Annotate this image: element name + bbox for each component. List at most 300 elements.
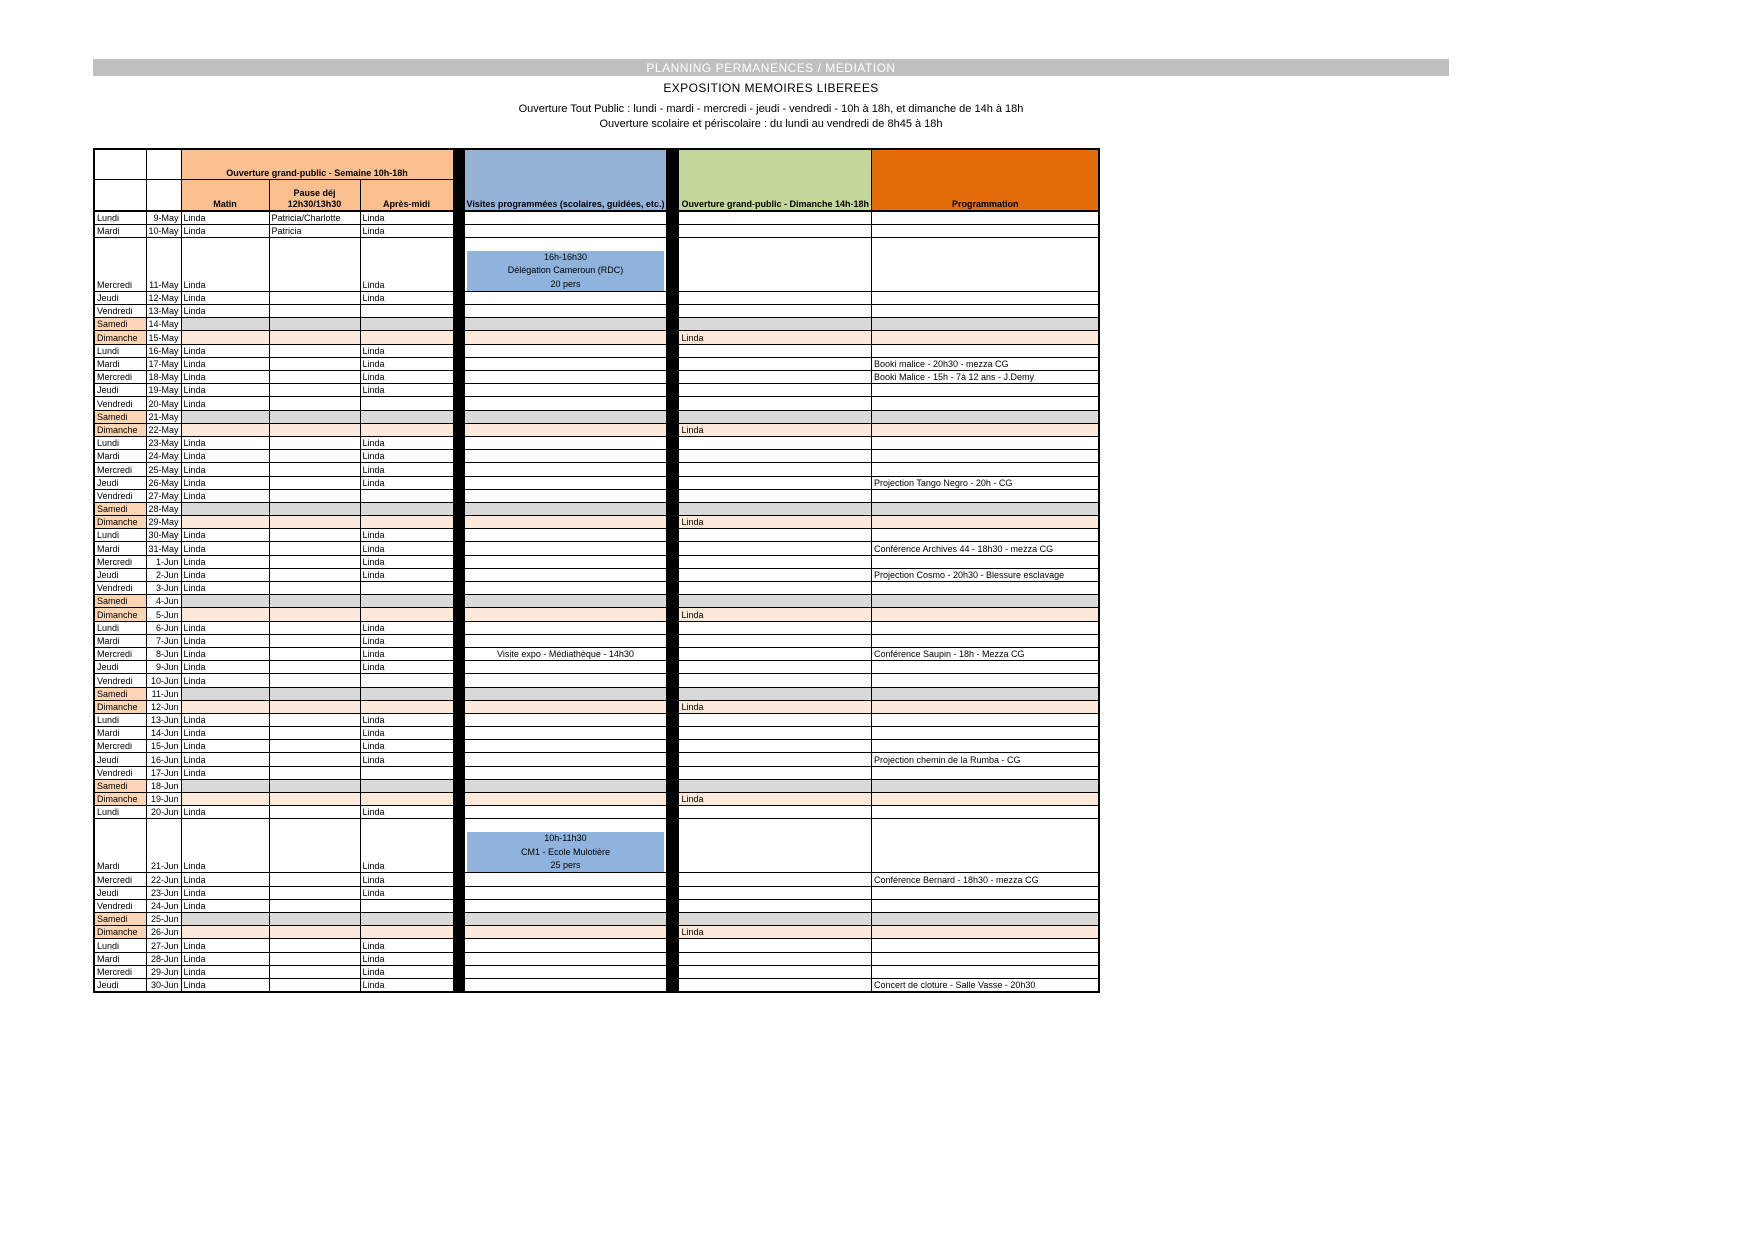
dimanche-cell <box>679 873 872 886</box>
apres-midi-cell <box>360 489 453 502</box>
programmation-cell <box>871 450 1099 463</box>
group-semaine-header: Ouverture grand-public - Semaine 10h-18h <box>181 149 453 179</box>
separator-cell <box>453 978 464 991</box>
day-cell: Mardi <box>94 450 146 463</box>
separator-cell <box>667 410 679 423</box>
separator-cell <box>453 766 464 779</box>
date-cell: 31-May <box>146 542 181 555</box>
separator-cell <box>453 436 464 449</box>
separator-cell <box>667 806 679 819</box>
dimanche-cell <box>679 371 872 384</box>
date-cell: 11-Jun <box>146 687 181 700</box>
pause-dej-cell <box>269 912 360 925</box>
visites-cell <box>464 886 667 899</box>
apres-midi-cell: Linda <box>360 819 453 873</box>
date-cell: 17-Jun <box>146 766 181 779</box>
apres-midi-cell: Linda <box>360 384 453 397</box>
matin-cell: Linda <box>181 397 269 410</box>
separator-cell <box>667 674 679 687</box>
dimanche-cell <box>679 779 872 792</box>
planning-row <box>94 542 1099 555</box>
pause-dej-cell <box>269 384 360 397</box>
planning-row <box>94 397 1099 410</box>
separator-cell <box>667 305 679 318</box>
separator-cell <box>667 766 679 779</box>
apres-midi-cell: Linda <box>360 661 453 674</box>
separator-cell <box>667 331 679 344</box>
apres-midi-cell: Linda <box>360 476 453 489</box>
visit-note-line: Délégation Cameroun (RDC) <box>507 265 624 276</box>
apres-midi-cell: Linda <box>360 463 453 476</box>
programmation-cell <box>871 952 1099 965</box>
dimanche-cell <box>679 397 872 410</box>
apres-midi-cell: Linda <box>360 965 453 978</box>
separator-cell <box>453 502 464 515</box>
dimanche-cell <box>679 727 872 740</box>
matin-cell: Linda <box>181 647 269 660</box>
matin-cell <box>181 423 269 436</box>
pause-dej-cell <box>269 952 360 965</box>
header-blank-day <box>94 179 146 211</box>
planning-row <box>94 740 1099 753</box>
dimanche-cell <box>679 595 872 608</box>
pause-dej-cell <box>269 450 360 463</box>
day-cell: Mardi <box>94 727 146 740</box>
planning-row <box>94 436 1099 449</box>
dimanche-cell <box>679 224 872 237</box>
apres-midi-cell: Linda <box>360 291 453 304</box>
separator-cell <box>453 886 464 899</box>
matin-cell: Linda <box>181 740 269 753</box>
day-cell: Samedi <box>94 595 146 608</box>
day-cell: Vendredi <box>94 899 146 912</box>
separator-cell <box>453 237 464 291</box>
dimanche-cell: Linda <box>679 423 872 436</box>
day-cell: Mercredi <box>94 647 146 660</box>
visites-cell <box>464 939 667 952</box>
planning-row <box>94 237 1099 291</box>
matin-cell: Linda <box>181 463 269 476</box>
programmation-cell <box>871 806 1099 819</box>
programmation-cell: Booki malice - 20h30 - mezza CG <box>871 357 1099 370</box>
separator-cell <box>453 965 464 978</box>
dimanche-cell <box>679 305 872 318</box>
day-cell: Lundi <box>94 211 146 224</box>
pause-dej-cell <box>269 568 360 581</box>
dimanche-cell <box>679 568 872 581</box>
pause-dej-cell <box>269 502 360 515</box>
matin-cell: Linda <box>181 568 269 581</box>
separator-cell <box>667 344 679 357</box>
planning-row <box>94 700 1099 713</box>
programmation-cell <box>871 939 1099 952</box>
date-cell: 24-May <box>146 450 181 463</box>
pause-dej-cell <box>269 779 360 792</box>
planning-row <box>94 529 1099 542</box>
visites-cell <box>464 727 667 740</box>
programmation-cell: Projection chemin de la Rumba - CG <box>871 753 1099 766</box>
planning-row <box>94 806 1099 819</box>
pause-dej-cell <box>269 687 360 700</box>
matin-cell: Linda <box>181 674 269 687</box>
date-cell: 18-May <box>146 371 181 384</box>
day-cell: Lundi <box>94 939 146 952</box>
pause-dej-cell <box>269 595 360 608</box>
separator-cell <box>453 211 464 224</box>
separator-cell <box>453 331 464 344</box>
pause-dej-cell <box>269 476 360 489</box>
date-cell: 9-Jun <box>146 661 181 674</box>
separator-cell <box>453 753 464 766</box>
visites-cell <box>464 423 667 436</box>
dimanche-cell <box>679 211 872 224</box>
matin-cell: Linda <box>181 371 269 384</box>
visites-cell <box>464 634 667 647</box>
separator-cell <box>667 912 679 925</box>
matin-cell: Linda <box>181 555 269 568</box>
separator-cell <box>453 713 464 726</box>
visites-cell <box>464 305 667 318</box>
opening-hours-scolaire: Ouverture scolaire et périscolaire : du lundi au vendredi de 8h45 à 18h <box>599 118 943 130</box>
apres-midi-cell: Linda <box>360 542 453 555</box>
apres-midi-cell: Linda <box>360 753 453 766</box>
apres-midi-cell: Linda <box>360 806 453 819</box>
date-cell: 1-Jun <box>146 555 181 568</box>
header-blank-date <box>146 179 181 211</box>
separator-cell <box>667 793 679 806</box>
programmation-cell <box>871 291 1099 304</box>
day-cell: Mercredi <box>94 237 146 291</box>
day-cell: Mercredi <box>94 463 146 476</box>
apres-midi-cell: Linda <box>360 978 453 991</box>
matin-cell: Linda <box>181 978 269 991</box>
programmation-cell <box>871 397 1099 410</box>
programmation-cell: Conférence Saupin - 18h - Mezza CG <box>871 647 1099 660</box>
date-cell: 14-May <box>146 318 181 331</box>
visites-cell <box>464 502 667 515</box>
pause-dej-cell <box>269 978 360 991</box>
apres-midi-cell: Linda <box>360 886 453 899</box>
dimanche-cell <box>679 819 872 873</box>
visites-cell <box>464 978 667 991</box>
dimanche-cell <box>679 912 872 925</box>
dimanche-cell <box>679 766 872 779</box>
matin-cell: Linda <box>181 952 269 965</box>
day-cell: Lundi <box>94 806 146 819</box>
date-cell: 22-May <box>146 423 181 436</box>
day-cell: Vendredi <box>94 766 146 779</box>
separator-cell <box>667 463 679 476</box>
programmation-cell <box>871 423 1099 436</box>
visites-cell <box>464 384 667 397</box>
apres-midi-cell <box>360 766 453 779</box>
programmation-cell <box>871 621 1099 634</box>
separator-cell <box>453 305 464 318</box>
apres-midi-cell: Linda <box>360 555 453 568</box>
pause-dej-cell <box>269 926 360 939</box>
separator-cell <box>453 806 464 819</box>
pause-dej-cell <box>269 397 360 410</box>
day-cell: Lundi <box>94 529 146 542</box>
programmation-cell <box>871 965 1099 978</box>
separator-cell <box>453 608 464 621</box>
apres-midi-cell: Linda <box>360 211 453 224</box>
visites-cell <box>464 926 667 939</box>
matin-cell: Linda <box>181 899 269 912</box>
date-cell: 2-Jun <box>146 568 181 581</box>
apres-midi-cell: Linda <box>360 740 453 753</box>
visites-cell <box>464 410 667 423</box>
day-cell: Dimanche <box>94 926 146 939</box>
programmation-cell <box>871 634 1099 647</box>
apres-midi-cell <box>360 502 453 515</box>
apres-midi-cell <box>360 410 453 423</box>
separator-cell <box>453 371 464 384</box>
separator-cell <box>667 899 679 912</box>
group-header-row <box>94 149 1099 179</box>
date-cell: 13-Jun <box>146 713 181 726</box>
pause-dej-cell: Patricia/Charlotte <box>269 211 360 224</box>
planning-row <box>94 793 1099 806</box>
dimanche-cell <box>679 965 872 978</box>
separator-cell <box>453 384 464 397</box>
planning-row <box>94 410 1099 423</box>
day-cell: Samedi <box>94 779 146 792</box>
programmation-cell <box>871 713 1099 726</box>
dimanche-cell <box>679 237 872 291</box>
separator-cell <box>667 608 679 621</box>
pause-dej-cell <box>269 489 360 502</box>
day-cell: Jeudi <box>94 661 146 674</box>
date-cell: 11-May <box>146 237 181 291</box>
separator-cell <box>453 357 464 370</box>
separator-cell <box>667 211 679 224</box>
pause-dej-cell <box>269 634 360 647</box>
programmation-cell <box>871 489 1099 502</box>
matin-cell: Linda <box>181 806 269 819</box>
separator-cell <box>453 463 464 476</box>
dimanche-cell <box>679 621 872 634</box>
planning-row <box>94 476 1099 489</box>
programmation-cell <box>871 727 1099 740</box>
planning-row <box>94 450 1099 463</box>
separator-cell <box>453 397 464 410</box>
pause-dej-cell <box>269 873 360 886</box>
day-cell: Vendredi <box>94 305 146 318</box>
planning-row <box>94 978 1099 991</box>
separator-cell <box>667 939 679 952</box>
separator-cell <box>667 687 679 700</box>
matin-cell: Linda <box>181 344 269 357</box>
visites-cell <box>464 806 667 819</box>
opening-hours-public: Ouverture Tout Public : lundi - mardi - mercredi - jeudi - vendredi - 10h à 18h, et dimanche de 14h à 18h <box>518 103 1024 115</box>
visites-cell <box>464 450 667 463</box>
programmation-cell <box>871 899 1099 912</box>
separator-cell <box>667 489 679 502</box>
apres-midi-cell <box>360 700 453 713</box>
separator-cell <box>667 595 679 608</box>
dimanche-cell <box>679 555 872 568</box>
day-cell: Mercredi <box>94 965 146 978</box>
dimanche-cell <box>679 291 872 304</box>
group-programmation-header <box>871 149 1099 211</box>
dimanche-cell <box>679 357 872 370</box>
separator-cell <box>453 926 464 939</box>
visites-cell <box>464 873 667 886</box>
pause-dej-cell <box>269 700 360 713</box>
programmation-cell <box>871 211 1099 224</box>
pause-dej-cell <box>269 318 360 331</box>
matin-cell <box>181 410 269 423</box>
separator-cell <box>667 516 679 529</box>
day-cell: Dimanche <box>94 793 146 806</box>
visit-highlight-box <box>467 832 665 872</box>
pause-dej-cell <box>269 331 360 344</box>
matin-cell: Linda <box>181 582 269 595</box>
day-cell: Dimanche <box>94 331 146 344</box>
separator-cell <box>667 423 679 436</box>
date-cell: 19-May <box>146 384 181 397</box>
separator-cell <box>667 224 679 237</box>
apres-midi-cell: Linda <box>360 621 453 634</box>
programmation-cell <box>871 436 1099 449</box>
visites-cell <box>464 344 667 357</box>
day-cell: Mercredi <box>94 371 146 384</box>
separator-cell <box>667 529 679 542</box>
date-cell: 22-Jun <box>146 873 181 886</box>
date-cell: 29-May <box>146 516 181 529</box>
dimanche-cell <box>679 952 872 965</box>
planning-row <box>94 899 1099 912</box>
apres-midi-cell <box>360 595 453 608</box>
planning-row <box>94 291 1099 304</box>
planning-row <box>94 211 1099 224</box>
pause-dej-cell <box>269 305 360 318</box>
dimanche-cell <box>679 463 872 476</box>
visites-cell <box>464 529 667 542</box>
dimanche-cell <box>679 450 872 463</box>
planning-row <box>94 766 1099 779</box>
header-blank-date <box>146 149 181 179</box>
programmation-cell <box>871 740 1099 753</box>
day-cell: Jeudi <box>94 384 146 397</box>
visites-cell <box>464 516 667 529</box>
date-cell: 26-May <box>146 476 181 489</box>
date-cell: 20-Jun <box>146 806 181 819</box>
matin-cell: Linda <box>181 291 269 304</box>
separator-cell <box>453 634 464 647</box>
date-cell: 20-May <box>146 397 181 410</box>
separator-cell <box>667 819 679 873</box>
visites-cell <box>464 952 667 965</box>
matin-cell <box>181 318 269 331</box>
pause-dej-cell <box>269 410 360 423</box>
pause-dej-cell <box>269 436 360 449</box>
date-cell: 12-Jun <box>146 700 181 713</box>
apres-midi-cell <box>360 899 453 912</box>
programmation-cell <box>871 926 1099 939</box>
matin-cell: Linda <box>181 357 269 370</box>
pause-dej-cell <box>269 291 360 304</box>
planning-row <box>94 819 1099 873</box>
date-cell: 14-Jun <box>146 727 181 740</box>
programmation-cell <box>871 886 1099 899</box>
day-cell: Jeudi <box>94 886 146 899</box>
date-cell: 21-May <box>146 410 181 423</box>
apres-midi-cell <box>360 608 453 621</box>
dimanche-cell <box>679 753 872 766</box>
apres-midi-cell <box>360 331 453 344</box>
day-cell: Dimanche <box>94 423 146 436</box>
dimanche-cell <box>679 647 872 660</box>
planning-row <box>94 582 1099 595</box>
apres-midi-cell: Linda <box>360 371 453 384</box>
planning-row <box>94 608 1099 621</box>
separator-cell <box>453 727 464 740</box>
visites-cell <box>464 766 667 779</box>
dimanche-cell: Linda <box>679 793 872 806</box>
separator-cell <box>667 237 679 291</box>
day-cell: Dimanche <box>94 516 146 529</box>
programmation-cell <box>871 595 1099 608</box>
date-cell: 28-Jun <box>146 952 181 965</box>
dimanche-cell <box>679 582 872 595</box>
separator-cell <box>453 952 464 965</box>
separator-cell <box>453 939 464 952</box>
day-cell: Lundi <box>94 713 146 726</box>
apres-midi-cell <box>360 779 453 792</box>
matin-cell: Linda <box>181 237 269 291</box>
apres-midi-cell: Linda <box>360 237 453 291</box>
apres-midi-cell <box>360 926 453 939</box>
apres-midi-cell <box>360 793 453 806</box>
pause-dej-cell <box>269 542 360 555</box>
dimanche-cell <box>679 542 872 555</box>
planning-row <box>94 357 1099 370</box>
visites-cell <box>464 568 667 581</box>
programmation-cell <box>871 582 1099 595</box>
pause-dej-cell <box>269 753 360 766</box>
separator-cell <box>453 700 464 713</box>
visites-cell <box>464 965 667 978</box>
separator-cell <box>667 568 679 581</box>
planning-row <box>94 305 1099 318</box>
programmation-cell <box>871 410 1099 423</box>
programmation-cell <box>871 700 1099 713</box>
planning-table <box>93 148 1100 993</box>
dimanche-cell: Linda <box>679 608 872 621</box>
pause-dej-header <box>269 179 360 211</box>
matin-cell: Linda <box>181 819 269 873</box>
apres-midi-cell: Linda <box>360 436 453 449</box>
programmation-cell <box>871 463 1099 476</box>
planning-row <box>94 621 1099 634</box>
apres-midi-cell: Linda <box>360 568 453 581</box>
planning-row <box>94 952 1099 965</box>
separator-cell <box>667 436 679 449</box>
visites-cell <box>464 318 667 331</box>
planning-row <box>94 555 1099 568</box>
visites-cell <box>464 555 667 568</box>
day-cell: Samedi <box>94 502 146 515</box>
separator-cell <box>453 819 464 873</box>
date-cell: 8-Jun <box>146 647 181 660</box>
pause-dej-cell <box>269 806 360 819</box>
visites-cell <box>464 793 667 806</box>
dimanche-cell <box>679 899 872 912</box>
date-cell: 25-Jun <box>146 912 181 925</box>
date-cell: 29-Jun <box>146 965 181 978</box>
